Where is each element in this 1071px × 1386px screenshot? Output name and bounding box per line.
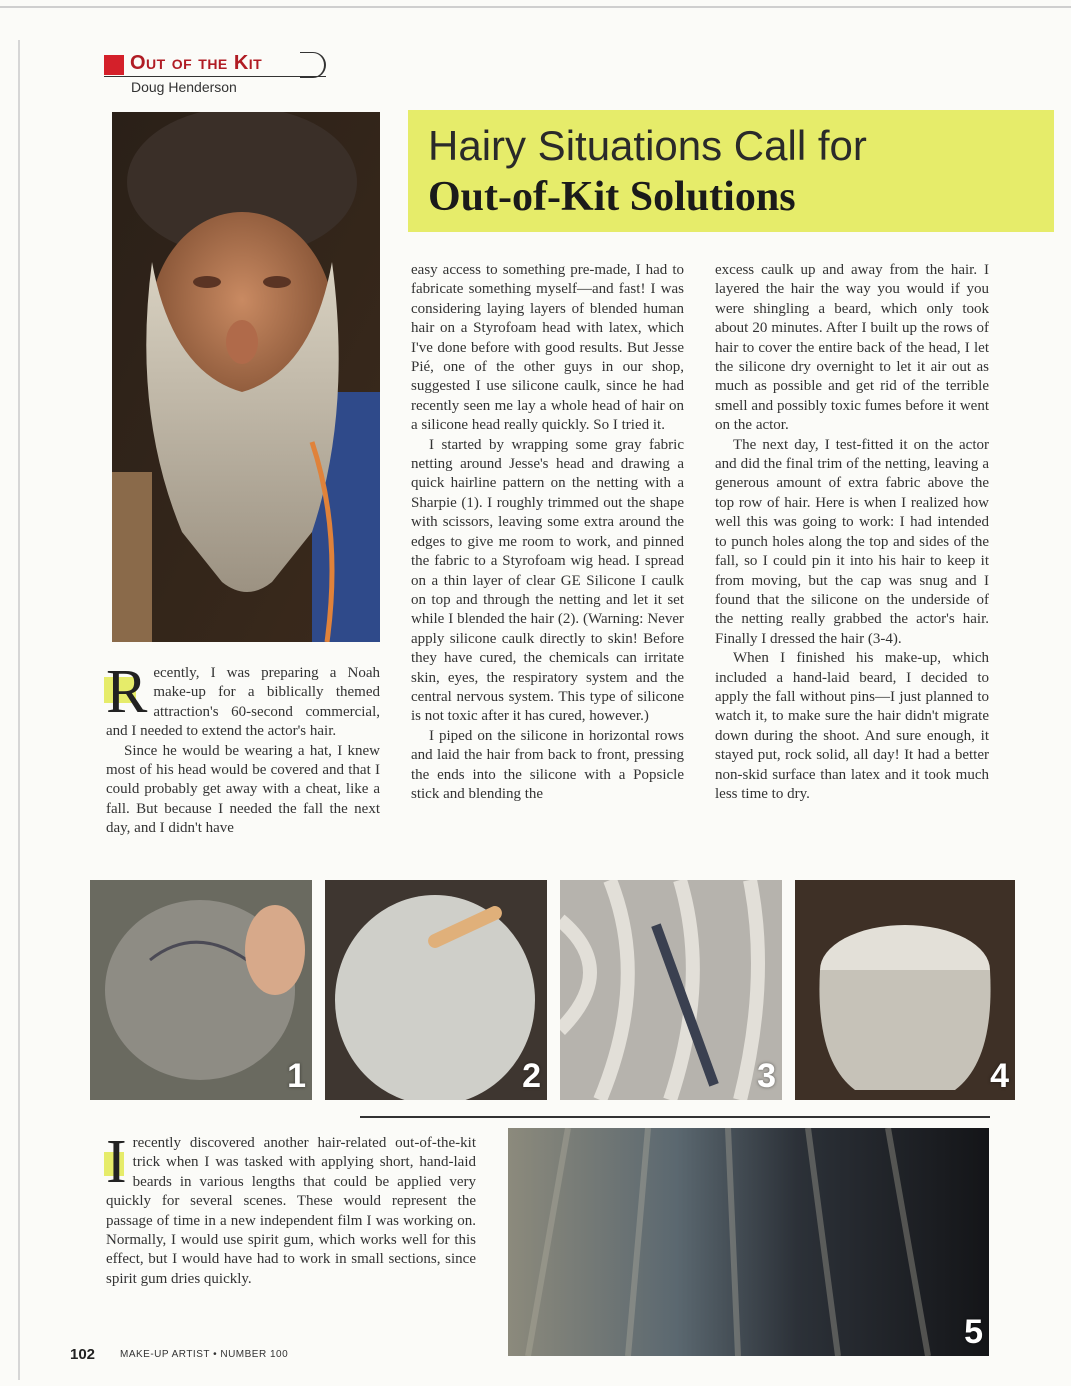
photo-number: 5 — [964, 1313, 983, 1351]
photo-number: 2 — [522, 1057, 541, 1095]
article-paragraph: I piped on the silicone in horizontal rows and laid the hair from back to front, pressing the ends into the silicone with a Popsicle stick and blending the — [411, 727, 684, 802]
photo-step-5 — [508, 1128, 989, 1356]
article-title-line2: Out-of-Kit Solutions — [428, 174, 796, 220]
page-left-rule — [18, 40, 20, 1380]
article-section-2 — [106, 1128, 476, 1289]
photo-number: 4 — [990, 1057, 1009, 1095]
magazine-issue: MAKE-UP ARTIST • NUMBER 100 — [120, 1349, 289, 1360]
noah-portrait-photo — [112, 112, 380, 642]
article-paragraph: Since he would be wearing a hat, I knew most of his head would be covered and that I could probably get away with a cheat, like a fall. But because I needed the fall the next day, and I didn't have — [106, 742, 380, 837]
author-byline: Doug Henderson — [131, 79, 237, 95]
section-label: Out of the Kit — [130, 52, 263, 74]
article-paragraph: When I finished his make-up, which included a hand-laid beard, I decided to apply the fall without pins—I just planned to watch it, to make sure the hair didn't migrate down during the shoot. And sure enough, it stayed put, rock solid, all day! It had a better non-skid surface than latex and it took much less time to dry. — [715, 650, 989, 802]
drop-cap: I — [106, 1128, 127, 1196]
section-marker-icon — [104, 55, 124, 75]
photo-step-1 — [90, 880, 312, 1100]
article-column-1 — [106, 658, 380, 839]
page-number: 102 — [70, 1346, 96, 1363]
drop-cap: R — [106, 658, 148, 726]
section-rule — [104, 76, 326, 77]
photo-number: 3 — [757, 1057, 776, 1095]
article-title-line1: Hairy Situations Call for — [428, 122, 867, 169]
article-paragraph: The next day, I test-fitted it on the actor and did the final trim of the netting, leaving a generous amount of extra fabric above the top row of hair. Here is when I realized how well this was going to work: I had intended to punch holes along the top and sides of the fall, so I could pin it into his hair to keep it from moving, but the cap was snug and I found that the silicone on the underside of the netting really grabbed the actor's hair. Finally I dressed the hair (3-4). — [715, 436, 989, 647]
photo-step-3 — [560, 880, 782, 1100]
section-bracket — [300, 52, 326, 78]
article-paragraph — [106, 1128, 476, 1289]
photo-step-4 — [795, 880, 1015, 1100]
page-top-rule — [0, 6, 1071, 8]
paragraph-text: recently discovered another hair-related out-of-the-kit trick when I was tasked with applying short, hand-laid beards in various lengths that could be applied very quickly for several scenes. These would represent the passage of time in a new independent film I was working on. Normally, I would use spirit gum, which works well for this effect, but I would have had to work in small sections, since spirit gum dries quickly. — [106, 1135, 476, 1287]
paragraph-text: ecently, I was preparing a Noah make-up for a biblically themed attraction's 60-second commercial, and I needed to extend the actor's hair. — [106, 665, 380, 740]
article-paragraph: I started by wrapping some gray fabric netting around Jesse's head and drawing a quick hairline pattern on the netting with a Sharpie (1). I roughly trimmed out the shape with scissors, leaving some extra around the edges to give me room to work, and pinned the fabric to a Styrofoam wig head. I spread on a thin layer of clear GE Silicone I caulk on top and through the netting and let it set while I blended the hair (2). (Warning: Never apply silicone caulk directly to skin! Before they have cured, the chemicals can irritate skin, eyes, the respiratory system and the central nervous system. This type of silicone is not toxic after it has cured, however.) — [411, 436, 684, 725]
article-paragraph: excess caulk up and away from the hair. I layered the hair the way you would if you were shingling a beard, which only took about 20 minutes. After I built up the rows of hair to cover the entire back of the head, I let the silicone dry overnight to let it air out as much as possible and get rid of the terrible smell and possibly toxic fumes before it went on the actor. — [715, 262, 989, 434]
section-divider — [360, 1116, 990, 1118]
article-paragraph: easy access to something pre-made, I had to fabricate something myself—and fast! I was considering laying layers of blended human hair on a Styrofoam head with latex, which I've done before with good results. But Jesse Pié, one of the other guys in our shop, suggested I use silicone caulk, since he had recently seen me lay a whole head of hair on a silicone head really quickly. So I tried it. — [411, 262, 684, 434]
photo-number: 1 — [287, 1057, 306, 1095]
article-paragraph — [106, 658, 380, 742]
article-column-2 — [411, 261, 684, 804]
article-column-3 — [715, 261, 989, 804]
photo-step-2 — [325, 880, 547, 1100]
